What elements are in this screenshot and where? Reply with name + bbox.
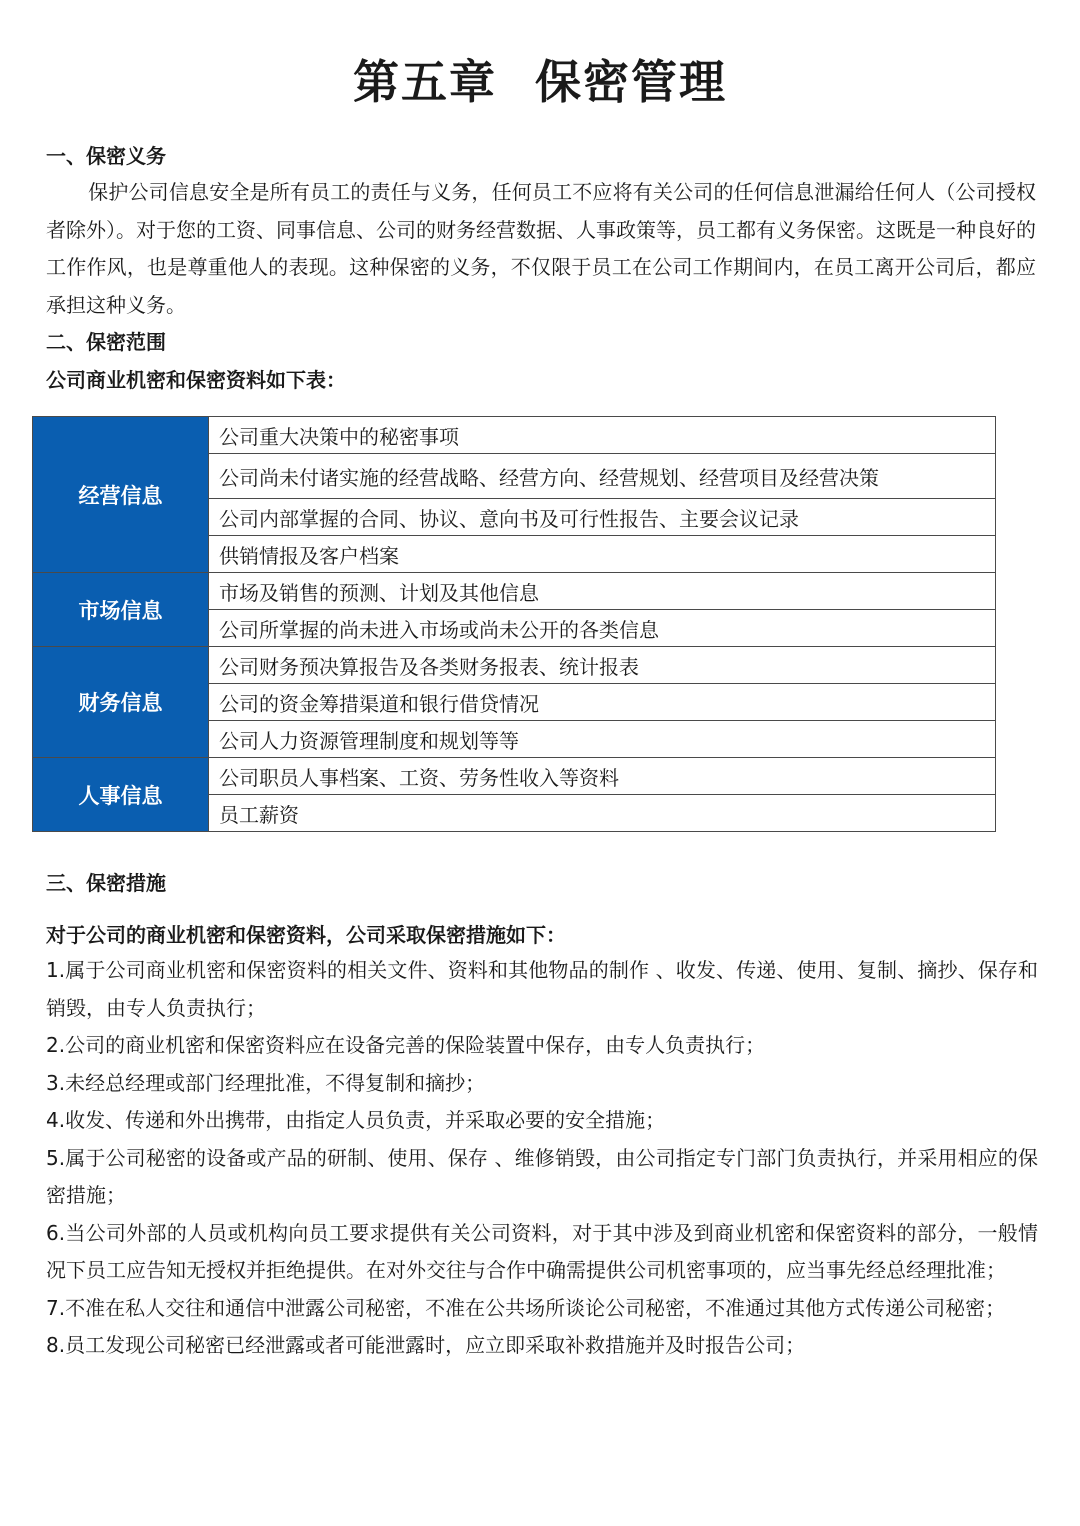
list-item: 5.属于公司秘密的设备或产品的研制、使用、保存 、维修销毁，由公司指定专门部门负责执行，并采用相应的保密措施； [46,1145,1038,1207]
scope-intro: 公司商业机密和保密资料如下表： [46,368,346,392]
table-cell: 市场及销售的预测、计划及其他信息 [209,573,996,610]
list-item: 4.收发、传递和外出携带，由指定人员负责，并采取必要的安全措施； [46,1108,666,1132]
table-cell: 公司的资金筹措渠道和银行借贷情况 [209,684,996,721]
confidential-info-table [32,416,996,832]
table-cell: 公司职员人事档案、工资、劳务性收入等资料 [209,758,996,795]
table-row [33,647,996,684]
table-cell: 公司所掌握的尚未进入市场或尚未公开的各类信息 [209,610,996,647]
obligation-paragraph [46,174,1036,324]
list-item: 2.公司的商业机密和保密资料应在设备完善的保险装置中保存，由专人负责执行； [46,1033,766,1057]
obligation-text: 保护公司信息安全是所有员工的责任与义务，任何员工不应将有关公司的任何信息泄漏给任何人（公司授权者除外）。对于您的工资、同事信息、公司的财务经营数据、人事政策等，员工都有义务保密。这既是一种良好的工作作风，也是尊重他人的表现。这种保密的义务，不仅限于员工在公司工作期间内，在员工离开公司后，都应承担这种义务。 [46,180,1036,317]
table-cell: 公司人力资源管理制度和规划等等 [209,721,996,758]
table-row [33,417,996,454]
list-item: 7.不准在私人交往和通信中泄露公司秘密，不准在公共场所谈论公司秘密，不准通过其他方式传递公司秘密； [46,1295,1006,1320]
measures-list [46,952,1038,1365]
table-cell: 员工薪资 [209,795,996,832]
table-cell: 公司财务预决算报告及各类财务报表、统计报表 [209,647,996,684]
list-item: 8.员工发现公司秘密已经泄露或者可能泄露时，应立即采取补救措施并及时报告公司； [46,1333,806,1357]
table-cell: 公司尚未付诸实施的经营战略、经营方向、经营规划、经营项目及经营决策 [209,454,996,499]
category-cell: 人事信息 [33,758,209,832]
list-item: 3.未经总经理或部门经理批准，不得复制和摘抄； [46,1070,486,1095]
table-row [33,573,996,610]
page-title [0,52,1080,112]
list-item: 6.当公司外部的人员或机构向员工要求提供有关公司资料，对于其中涉及到商业机密和保密资料的部分，一般情况下员工应告知无授权并拒绝提供。在对外交往与合作中确需提供公司机密事项的，应当事先经总经理批准； [46,1220,1038,1282]
list-item: 1.属于公司商业机密和保密资料的相关文件、资料和其他物品的制作 、收发、传递、使用、复制、摘抄、保存和销毁，由专人负责执行； [46,958,1038,1020]
table-cell: 公司内部掌握的合同、协议、意向书及可行性报告、主要会议记录 [209,499,996,536]
section-heading-obligation: 一、保密义务 [46,144,166,168]
chapter-number: 第五章 [353,55,497,109]
chapter-name: 保密管理 [535,55,727,109]
category-cell: 市场信息 [33,573,209,647]
category-cell: 财务信息 [33,647,209,758]
section-heading-measures: 三、保密措施 [46,871,166,895]
category-cell: 经营信息 [33,417,209,573]
table-cell: 公司重大决策中的秘密事项 [209,417,996,454]
measures-intro: 对于公司的商业机密和保密资料，公司采取保密措施如下： [46,923,566,947]
table-row [33,758,996,795]
table-cell: 供销情报及客户档案 [209,536,996,573]
section-heading-scope: 二、保密范围 [46,330,166,354]
